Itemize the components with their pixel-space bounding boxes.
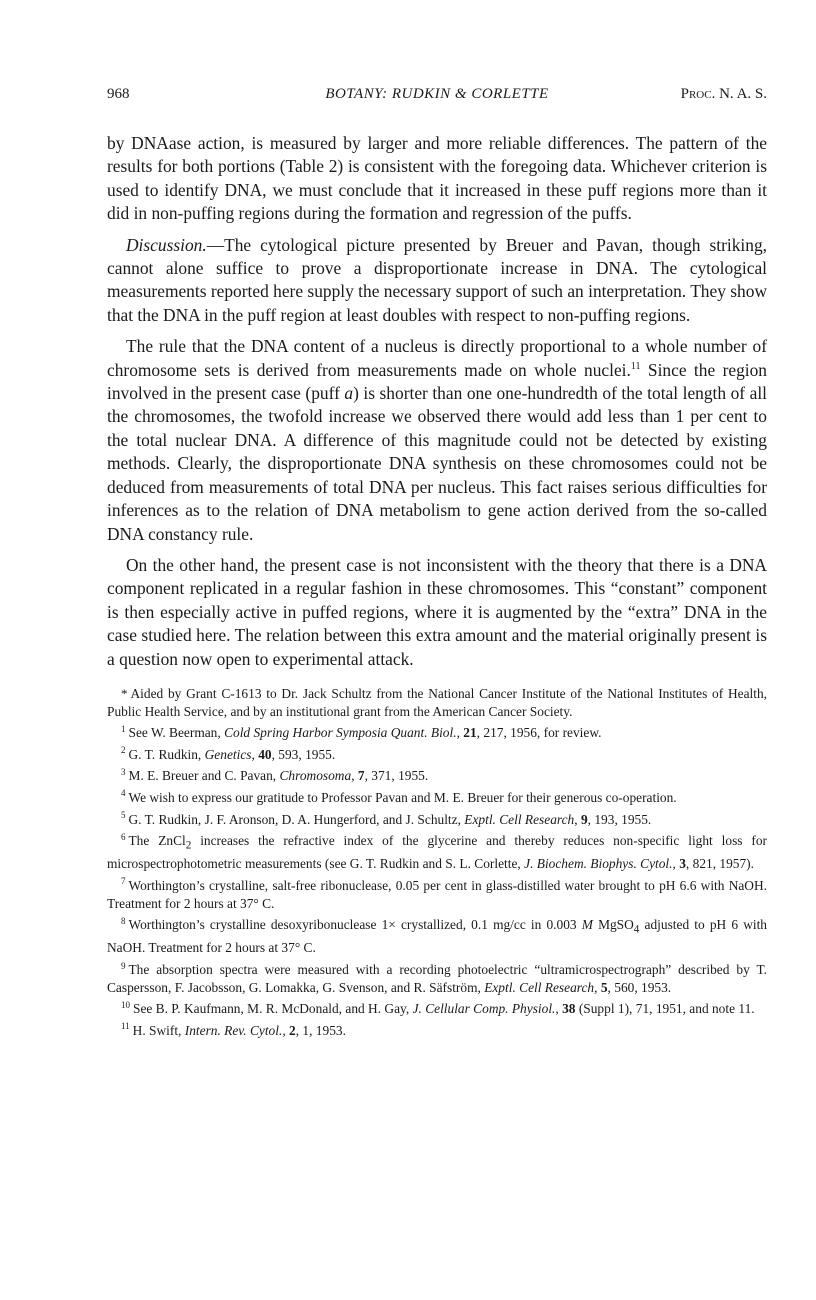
footnote-4 [107, 789, 767, 807]
journal-title: J. Biochem. Biophys. Cytol. [524, 856, 673, 872]
footnote-6 [107, 832, 767, 873]
footnote-10 [107, 1000, 767, 1018]
paragraph-1: by DNAase action, is measured by larger and more reliable differences. The pattern of the results for both portions (Table 2) is consistent with the foregoing data. Whichever criterion is used to identify DNA, we must conclude that it increased in these puff regions more than it did in non-puffing regions during the formation and regression of the puffs. [107, 133, 767, 224]
p3-part-a: The rule that the DNA content of a nucleus is directly proportional to a whole number of chromosome sets is derived from measurements made on whole nuclei. [107, 336, 767, 380]
footnote-text: G. T. Rudkin, J. F. Aronson, D. A. Hungerford, and J. Schultz, [128, 811, 465, 827]
subscript: 2 [185, 839, 192, 852]
footnote-text: Aided by Grant C-1613 to Dr. Jack Schultz from the National Cancer Institute of the National Institutes of Health, Public Health Service, and by an institutional grant from the American Cancer Society. [107, 685, 767, 719]
footnote-text: The absorption spectra were measured with a recording photoelectric “ultramicrospectrograph” described by T. Caspersson, F. Jacobsson, G. Lomakka, G. Svenson, and R. Säfström, [107, 962, 767, 995]
discussion-heading: Discussion. [126, 234, 207, 255]
footnote-mark: 3 [121, 766, 126, 777]
footnote-mark: 10 [121, 999, 130, 1010]
volume-number: 38 [562, 1001, 576, 1017]
footnotes [107, 685, 767, 1039]
footnote-text: , [351, 768, 358, 784]
footnote-text: Worthington’s crystalline, salt-free ribonuclease, 0.05 per cent in glass-distilled water brought to pH 6.6 with NaOH. Treatment for 2 hours at 37° C. [107, 877, 767, 911]
footnote-9 [107, 961, 767, 996]
journal-title: J. Cellular Comp. Physiol. [412, 1001, 556, 1017]
journal-page [107, 86, 767, 1043]
footnote-mark: 7 [121, 876, 126, 887]
footnote-text: M. E. Breuer and C. Pavan, [128, 768, 280, 784]
paragraph-4: On the other hand, the present case is not inconsistent with the theory that there is a DNA component replicated in a regular fashion in these chromosomes. This “constant” component is then especially active in puffed regions, where it is augmented by the “extra” DNA in the case studied here. The relation between this extra amount and the material originally present is a question now open to experimental attack. [107, 554, 767, 669]
footnote-text: See W. Beerman, [128, 725, 225, 741]
footnote-text: , [282, 1022, 290, 1038]
footnote-text: (Suppl 1), 71, 1951, and note 11. [575, 1001, 755, 1017]
volume-number: 2 [289, 1022, 296, 1038]
footnote-mark: 6 [121, 831, 126, 842]
footnote-mark: 11 [121, 1021, 130, 1032]
footnote-mark: 9 [121, 960, 126, 971]
footnote-text: , [555, 1001, 563, 1017]
footnote-text: adjusted to pH 6 with NaOH. Treatment for 2 hours at 37° C. [107, 917, 767, 956]
footnote-text: , [456, 725, 464, 741]
footnote-text: MgSO [592, 917, 634, 933]
volume-number: 7 [357, 768, 365, 784]
discussion-text: —The cytological picture presented by Breuer and Pavan, though striking, cannot alone suffice to prove a disproportionate increase in DNA. The cytological measurements reported here supply the necessary support of such an interpretation. They show that the DNA in the puff region at least doubles with respect to non-puffing regions. [107, 234, 767, 325]
footnote-mark: 4 [121, 788, 126, 799]
journal-title: Exptl. Cell Research [464, 811, 575, 827]
journal-title: Exptl. Cell Research [484, 979, 595, 995]
paragraph-3 [107, 335, 767, 546]
page-header [107, 86, 767, 110]
footnote-text: , 821, 1957). [685, 856, 754, 872]
footnote-text: The ZnCl [128, 833, 186, 849]
footnote-text: , 593, 1955. [271, 746, 336, 762]
footnote-text: , 1, 1953. [295, 1022, 346, 1038]
footnote-text: increases the refractive index of the glycerine and thereby reduces non-specific light loss for microspectrophotometric measurements (see G. T. Rudkin and S. L. Corlette, [107, 833, 767, 872]
footnote-text: Worthington’s crystalline desoxyribonuclease 1× crystallized, 0.1 mg/cc in 0.003 [128, 917, 582, 933]
volume-number: 3 [679, 856, 686, 872]
footnote-text: , [672, 856, 680, 872]
footnote-7 [107, 877, 767, 912]
journal-title: Cold Spring Harbor Symposia Quant. Biol. [224, 725, 457, 741]
footnote-text: , 193, 1955. [587, 811, 652, 827]
footnote-3 [107, 767, 767, 785]
molar-unit: M [581, 917, 593, 933]
footnote-ref-11: 11 [630, 360, 641, 372]
footnote-mark: 5 [121, 810, 126, 821]
article-body [107, 132, 767, 671]
footnote-text: G. T. Rudkin, [128, 746, 205, 762]
volume-number: 5 [600, 979, 608, 995]
footnote-mark: 2 [121, 745, 126, 756]
footnote-star [107, 685, 767, 720]
footnote-5 [107, 811, 767, 829]
footnote-text: , [594, 979, 601, 995]
footnote-text: H. Swift, [132, 1022, 185, 1038]
journal-abbreviation: Proc. N. A. S. [680, 86, 767, 102]
running-title: BOTANY: RUDKIN & CORLETTE [325, 86, 549, 102]
page-number: 968 [107, 86, 130, 102]
footnote-text: , [251, 746, 259, 762]
footnote-1 [107, 724, 767, 742]
footnote-text: , 217, 1956, for review. [476, 725, 602, 741]
journal-title: Genetics [204, 746, 252, 762]
volume-number: 40 [258, 746, 272, 762]
footnote-text: We wish to express our gratitude to Professor Pavan and M. E. Breuer for their generous co-operation. [128, 789, 677, 805]
journal-title: Chromosoma [279, 768, 352, 784]
footnote-mark: * [121, 685, 128, 701]
footnote-text: , 371, 1955. [364, 768, 429, 784]
footnote-2 [107, 746, 767, 764]
footnote-mark: 1 [121, 723, 126, 734]
p3-part-b: Since the region involved in the present case (puff [107, 359, 768, 404]
journal-title: Intern. Rev. Cytol. [184, 1022, 283, 1038]
volume-number: 9 [580, 811, 588, 827]
footnote-text: , [574, 811, 581, 827]
puff-label: a [344, 383, 354, 404]
footnote-8 [107, 916, 767, 957]
footnote-text: , 560, 1953. [607, 979, 672, 995]
subscript: 4 [633, 923, 640, 936]
paragraph-discussion [107, 234, 767, 328]
footnote-text: See B. P. Kaufmann, M. R. McDonald, and H. Gay, [133, 1001, 413, 1017]
footnote-11 [107, 1022, 767, 1040]
volume-number: 21 [463, 725, 477, 741]
footnote-mark: 8 [121, 915, 126, 926]
p3-part-c: ) is shorter than one one-hundredth of the total length of all the chromosomes, the twofold increase we observed there would add less than 1 per cent to the total nuclear DNA. A difference of this magnitude could not be detected by existing methods. Clearly, the disproportionate DNA synthesis on these chromosomes could not be deduced from measurements of total DNA per nucleus. This fact raises serious difficulties for inferences as to the relation of DNA metabolism to gene action derived from the so-called DNA constancy rule. [107, 383, 768, 544]
